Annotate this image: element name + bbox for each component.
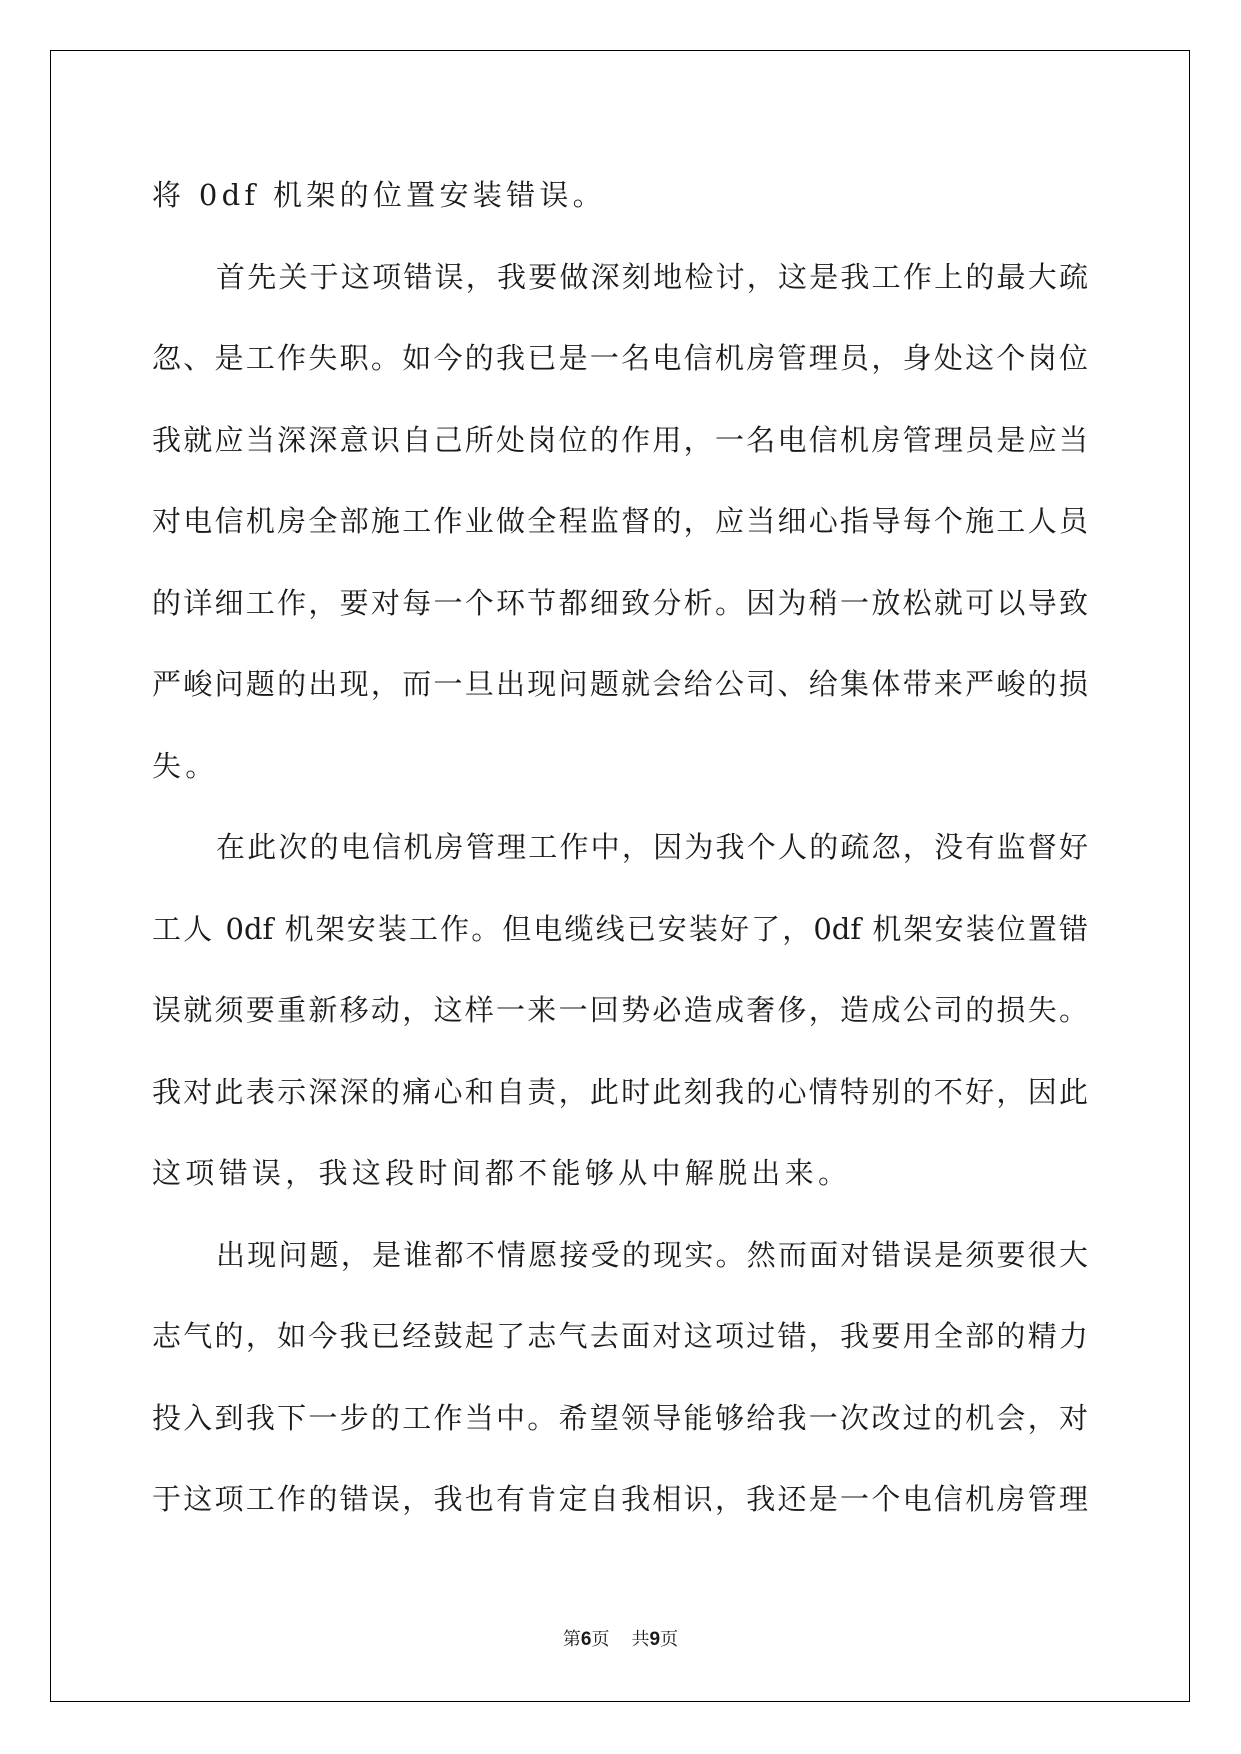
text-line: 误就须要重新移动，这样一来一回势必造成奢侈，造成公司的损失。	[152, 993, 1088, 1027]
text-line: 这项错误，我这段时间都不能够从中解脱出来。	[152, 1156, 852, 1190]
text-line: 工人 0df 机架安装工作。但电缆线已安装好了，0df 机架安装位置错	[152, 911, 1088, 946]
text-line: 出现问题，是谁都不情愿接受的现实。然而面对错误是须要很大	[216, 1237, 1088, 1272]
text-line: 失。	[152, 748, 219, 783]
page-unit: 页	[591, 1629, 610, 1650]
text-line: 忽、是工作失职。如今的我已是一名电信机房管理员，身处这个岗位	[152, 341, 1088, 375]
text-line: 投入到我下一步的工作当中。希望领导能够给我一次改过的机会，对	[152, 1400, 1088, 1435]
total-unit: 页	[660, 1629, 679, 1650]
page-number-footer	[0, 1628, 1241, 1652]
text-line: 我对此表示深深的痛心和自责，此时此刻我的心情特别的不好，因此	[152, 1074, 1088, 1109]
current-page-number: 6	[580, 1629, 592, 1650]
text-line: 首先关于这项错误，我要做深刻地检讨，这是我工作上的最大疏	[216, 259, 1088, 294]
document-body	[152, 155, 1088, 1541]
text-line: 志气的，如今我已经鼓起了志气去面对这项过错，我要用全部的精力	[152, 1319, 1088, 1353]
total-prefix: 共	[631, 1629, 650, 1650]
page-prefix: 第	[562, 1629, 581, 1650]
text-line: 我就应当深深意识自己所处岗位的作用，一名电信机房管理员是应当	[152, 422, 1088, 457]
text-line: 对电信机房全部施工作业做全程监督的，应当细心指导每个施工人员	[152, 504, 1088, 538]
text-line: 严峻问题的出现，而一旦出现问题就会给公司、给集体带来严峻的损	[152, 667, 1088, 701]
text-line: 在此次的电信机房管理工作中，因为我个人的疏忽，没有监督好	[216, 830, 1088, 864]
text-line: 将 0df 机架的位置安装错误。	[152, 178, 606, 212]
text-line: 的详细工作，要对每一个环节都细致分析。因为稍一放松就可以导致	[152, 585, 1088, 620]
text-line: 于这项工作的错误，我也有肯定自我相识，我还是一个电信机房管理	[152, 1482, 1088, 1516]
total-page-number: 9	[649, 1629, 661, 1650]
